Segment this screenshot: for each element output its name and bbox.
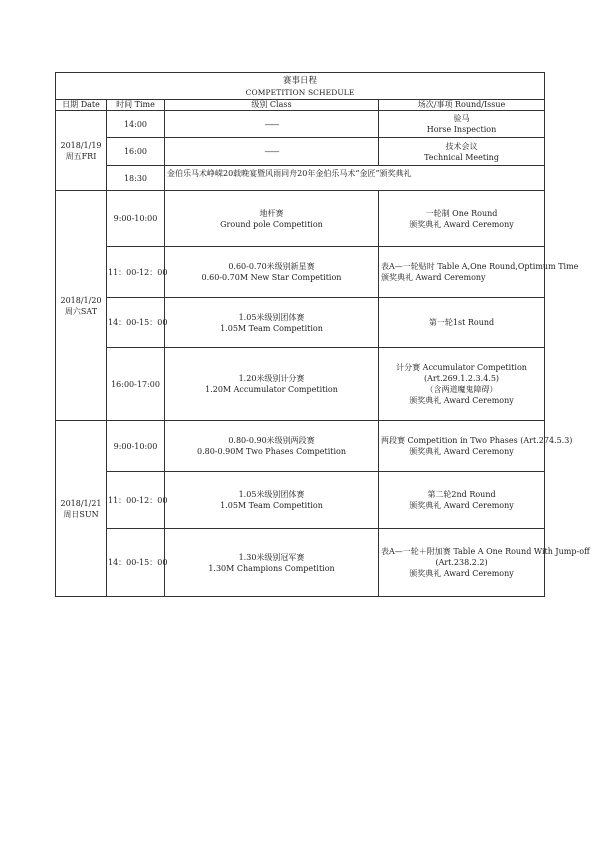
round-line-1: 第一轮1st Round (428, 318, 495, 327)
round-en: Horse Inspection (426, 125, 497, 134)
competition-schedule-table (55, 72, 590, 597)
table-title-cell (56, 73, 545, 100)
date-cell-day3 (56, 421, 107, 597)
round-en: Technical Meeting (424, 152, 499, 162)
time-cell: 14:00 (107, 111, 165, 138)
class-en: 0.60-0.70M New Star Competition (201, 273, 342, 282)
table-row (56, 138, 545, 166)
header-row (56, 100, 545, 111)
time-cell: 11：00-12：00 (107, 472, 165, 529)
class-cell: —— (165, 138, 379, 166)
time-cell: 14：00-15：00 (107, 298, 165, 348)
class-cell (165, 191, 379, 247)
date-day2: 2018/1/20 (60, 295, 102, 305)
weekday-day2: 周六SAT (64, 306, 98, 316)
date-cell-day2 (56, 191, 107, 421)
title-english: COMPETITION SCHEDULE (245, 87, 355, 97)
round-line-2: (Art.238.2.2) (435, 558, 488, 567)
class-zh: 0.60-0.70米级别新星赛 (228, 262, 315, 271)
header-round: 场次/事项 Round/Issue (379, 100, 545, 111)
weekday-day1: 周五FRI (65, 151, 97, 161)
class-cell (165, 348, 379, 421)
round-line-1: 计分赛 Accumulator Competition (396, 363, 527, 372)
class-cell: —— (165, 111, 379, 138)
round-zh: 技术会议 (445, 141, 478, 151)
round-zh: 验马 (453, 114, 470, 123)
title-chinese: 赛事日程 (283, 75, 318, 86)
table-row (56, 166, 545, 191)
date-cell-day1 (56, 111, 107, 191)
class-cell (165, 298, 379, 348)
class-zh: 1.05米级别团体赛 (238, 312, 305, 322)
time-cell: 14：00-15：00 (107, 529, 165, 597)
round-line-1: 表A—一轮贴时 Table A,One Round,Optimum Time (381, 262, 579, 271)
time-cell: 16:00 (107, 138, 165, 166)
round-cell (379, 191, 545, 247)
banner-cell: 金伯乐马术峥嵘20载晚宴暨风雨同舟20年金伯乐马术“金匠”颁奖典礼 (165, 166, 545, 191)
round-line-2: (Art.269.1.2.3.4.5) (424, 374, 500, 383)
table-row (56, 472, 545, 529)
round-cell (379, 111, 545, 138)
round-cell (379, 472, 545, 529)
round-cell (379, 421, 573, 472)
table-row (56, 529, 545, 597)
class-en: 1.05M Team Competition (220, 501, 323, 510)
class-en: 1.20M Accumulator Competition (205, 385, 338, 394)
table-title-row (56, 73, 545, 100)
time-cell: 9:00-10:00 (107, 421, 165, 472)
class-cell (165, 247, 379, 298)
class-en: 0.80-0.90M Two Phases Competition (196, 447, 346, 456)
round-line-3: 颁奖典礼 Award Ceremony (409, 569, 514, 578)
round-line-2: 颁奖典礼 Award Ceremony (409, 219, 514, 229)
round-line-1: 两段赛 Competition in Two Phases (Art.274.5.3) (381, 436, 573, 445)
table-row (56, 247, 545, 298)
table-row (56, 421, 545, 472)
date-day3: 2018/1/21 (60, 498, 102, 508)
round-line-1: 一轮制 One Round (425, 208, 498, 218)
class-cell (165, 529, 379, 597)
class-cell (165, 421, 379, 472)
table-row (56, 298, 545, 348)
class-zh: 0.80-0.90米级别两段赛 (228, 436, 315, 445)
class-en: Ground pole Competition (220, 219, 323, 229)
round-line-2: 颁奖典礼 Award Ceremony (381, 273, 486, 282)
class-zh: 1.30米级别冠军赛 (238, 552, 305, 562)
class-zh: 1.05米级别团体赛 (238, 490, 305, 499)
round-line-3: （含两道魔鬼障碍） (425, 385, 498, 394)
round-line-2: 颁奖典礼 Award Ceremony (409, 501, 514, 510)
table-row (56, 111, 545, 138)
class-en: 1.05M Team Competition (220, 323, 323, 333)
weekday-day3: 周日SUN (63, 509, 99, 519)
time-cell: 18:30 (107, 166, 165, 191)
table-row (56, 348, 545, 421)
round-cell (379, 138, 545, 166)
class-cell (165, 472, 379, 529)
date-day1: 2018/1/19 (60, 140, 102, 150)
header-class: 级别 Class (165, 100, 379, 111)
round-line-1: 表A—一轮＋附加赛 Table A One Round With Jump-off (381, 547, 590, 556)
class-zh: 1.20米级别计分赛 (238, 374, 305, 383)
round-cell (379, 529, 590, 597)
round-line-2: 颁奖典礼 Award Ceremony (409, 447, 514, 456)
class-zh: 地杆赛 (259, 208, 284, 218)
header-time: 时间 Time (107, 100, 165, 111)
round-line-4: 颁奖典礼 Award Ceremony (409, 396, 514, 405)
round-cell (379, 247, 579, 298)
table-row (56, 191, 545, 247)
class-en: 1.30M Champions Competition (208, 563, 335, 573)
round-cell (379, 348, 545, 421)
round-line-1: 第二轮2nd Round (427, 490, 496, 499)
time-cell: 9:00-10:00 (107, 191, 165, 247)
header-date: 日期 Date (56, 100, 107, 111)
time-cell: 11：00-12：00 (107, 247, 165, 298)
round-cell (379, 298, 545, 348)
time-cell: 16:00-17:00 (107, 348, 165, 421)
